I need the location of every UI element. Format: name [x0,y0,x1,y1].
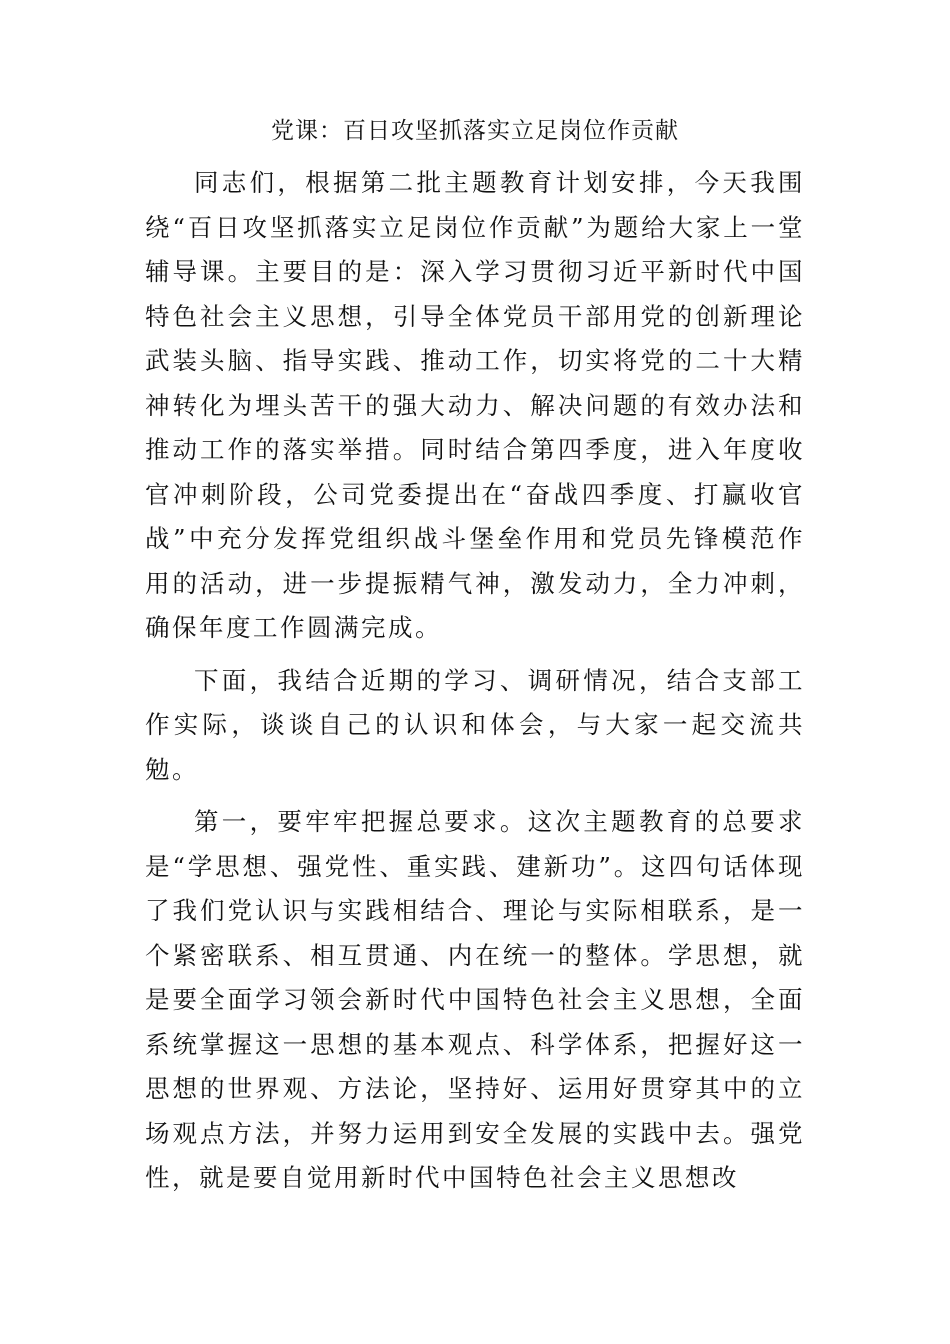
document-title: 党课：百日攻坚抓落实立足岗位作贡献 [271,118,679,144]
document-body [145,161,805,1209]
paragraph-transition: 下面，我结合近期的学习、调研情况，结合支部工作实际，谈谈自己的认识和体会，与大家一起交流共勉。 [145,665,805,784]
paragraph-intro: 同志们，根据第二批主题教育计划安排，今天我围绕“百日攻坚抓落实立足岗位作贡献”为题给大家上一堂辅导课。主要目的是：深入学习贯彻习近平新时代中国特色社会主义思想，引导全体党员干部用党的创新理论武装头脑、指导实践、推动工作，切实将党的二十大精神转化为埋头苦干的强大动力、解决问题的有效办法和推动工作的落实举措。同时结合第四季度，进入年度收官冲刺阶段，公司党委提出在“奋战四季度、打赢收官战”中充分发挥党组织战斗堡垒作用和党员先锋模范作用的活动，进一步提振精气神，激发动力，全力冲刺，确保年度工作圆满完成。 [145,168,805,642]
paragraph-first-point: 第一，要牢牢把握总要求。这次主题教育的总要求是“学思想、强党性、重实践、建新功”。这四句话体现了我们党认识与实践相结合、理论与实际相联系，是一个紧密联系、相互贯通、内在统一的整体。学思想，就是要全面学习领会新时代中国特色社会主义思想，全面系统掌握这一思想的基本观点、科学体系，把握好这一思想的世界观、方法论，坚持好、运用好贯穿其中的立场观点方法，并努力运用到安全发展的实践中去。强党性，就是要自觉用新时代中国特色社会主义思想改 [145,807,805,1192]
